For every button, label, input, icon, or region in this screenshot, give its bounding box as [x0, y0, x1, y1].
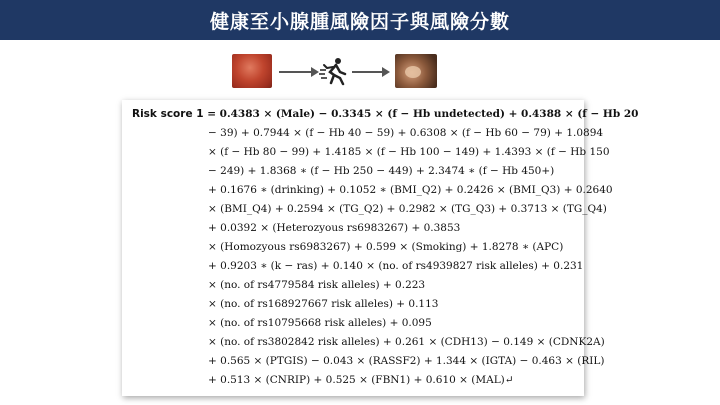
running-person-icon [318, 56, 350, 86]
formula-line: + 0.9203 ∗ (k − ras) + 0.140 × (no. of rs4939827 risk alleles) + 0.231 [208, 260, 584, 272]
formula-box [122, 100, 639, 396]
formula-line: + 0.1676 ∗ (drinking) + 0.1052 ∗ (BMI_Q2) + 0.2426 × (BMI_Q3) + 0.2640 [208, 184, 613, 196]
formula-label: Risk score 1 [132, 108, 204, 120]
formula-line: − 39) + 0.7944 × (f − Hb 40 − 59) + 0.6308 × (f − Hb 60 − 79) + 1.0894 [208, 127, 604, 139]
formula-line: × (no. of rs10795668 risk alleles) + 0.095 [208, 317, 432, 329]
formula-line: × (BMI_Q4) + 0.2594 × (TG_Q2) + 0.2982 × (TG_Q3) + 0.3713 × (TG_Q4) [208, 203, 607, 215]
formula-line: + 0.565 × (PTGIS) − 0.043 × (RASSF2) + 1.344 × (IGTA) − 0.463 × (RIL) [208, 355, 605, 367]
formula-line: + 0.513 × (CNRIP) + 0.525 × (FBN1) + 0.610 × (MAL)↵ [208, 374, 514, 386]
formula-line: × (f − Hb 80 − 99) + 1.4185 × (f − Hb 100 − 149) + 1.4393 × (f − Hb 150 [208, 146, 610, 158]
formula-line: × (Homozyous rs6983267) + 0.599 × (Smoking) + 1.8278 ∗ (APC) [208, 241, 564, 253]
title-bar [0, 0, 720, 40]
adenoma-image [395, 54, 437, 88]
arrow-right-icon [352, 71, 388, 73]
arrow-right-icon [279, 71, 317, 73]
formula-line: × (no. of rs3802842 risk alleles) + 0.261 × (CDH13) − 0.149 × (CDNK2A) [208, 336, 605, 348]
formula-first-terms: = 0.4383 × (Male) − 0.3345 × (f − Hb undetected) + 0.4388 × (f − Hb 20 [207, 108, 639, 120]
colon-tissue-image [232, 54, 272, 88]
formula-line: × (no. of rs168927667 risk alleles) + 0.113 [208, 298, 439, 310]
formula-first-line [132, 108, 638, 120]
page-title: 健康至小腺腫風險因子與風險分數 [209, 10, 510, 33]
formula-line: − 249) + 1.8368 ∗ (f − Hb 250 − 449) + 2.3474 ∗ (f − Hb 450+) [208, 165, 555, 177]
formula-line: × (no. of rs4779584 risk alleles) + 0.223 [208, 279, 426, 291]
formula-line: + 0.0392 × (Heterozyous rs6983267) + 0.3853 [208, 222, 461, 234]
